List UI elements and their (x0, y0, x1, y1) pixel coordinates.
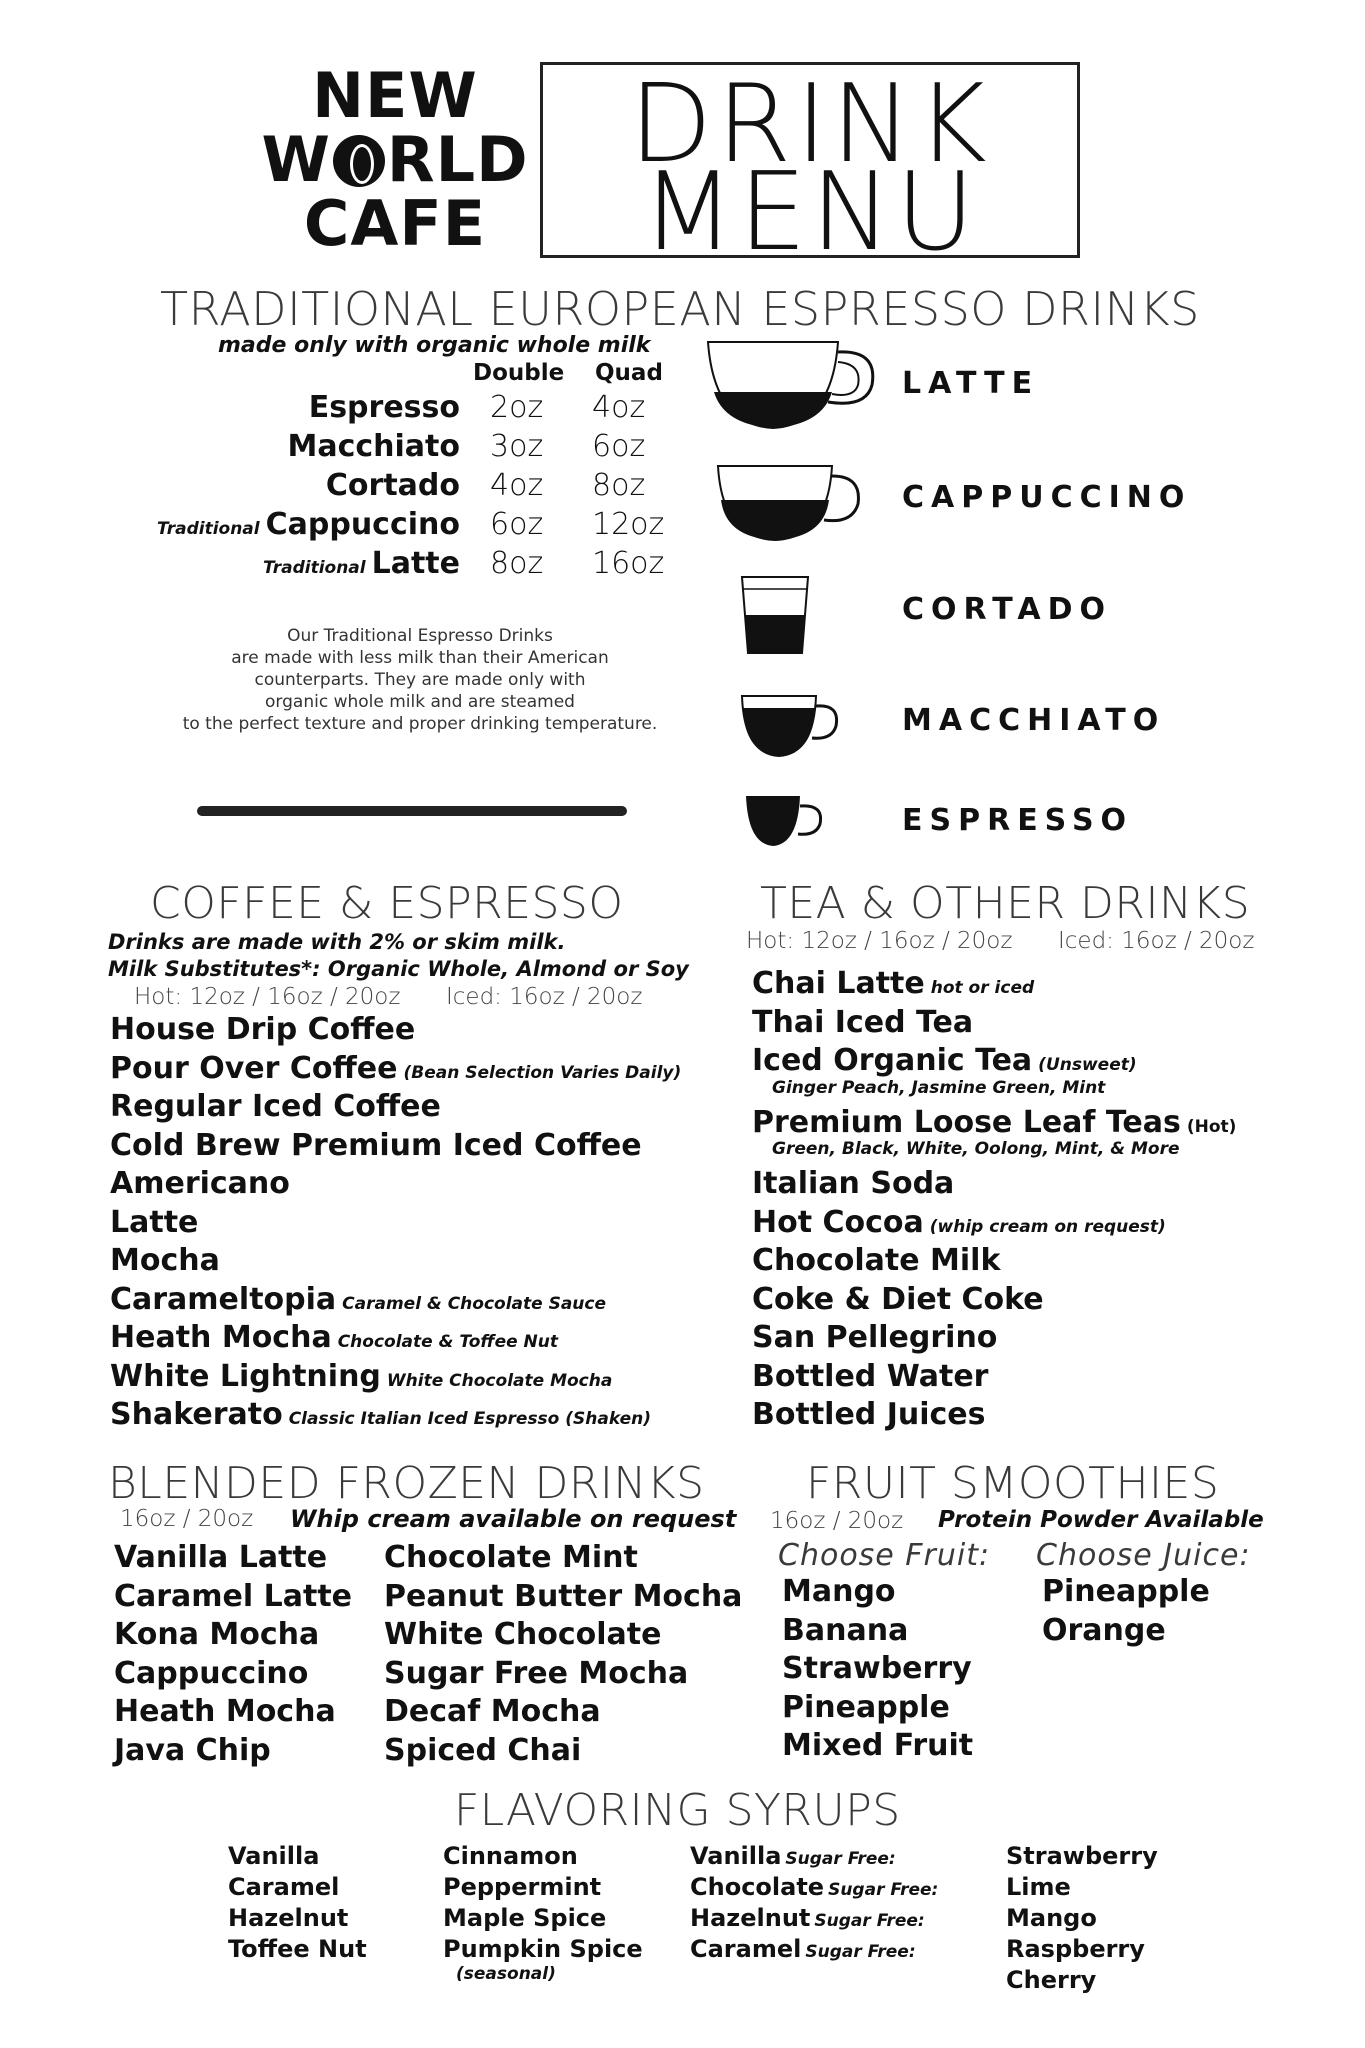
syrup-item: Caramel (228, 1873, 340, 1901)
coffee-item (110, 1012, 415, 1047)
drink-name (157, 507, 460, 542)
fruit-option: Mixed Fruit (782, 1728, 974, 1763)
item-name: Pour Over Coffee (110, 1050, 398, 1086)
macchiato-cup-icon (742, 696, 837, 756)
section-divider (197, 806, 627, 816)
item-name: House Drip Coffee (110, 1012, 416, 1047)
drink-prefix: Traditional (156, 519, 260, 539)
item-name: Heath Mocha (110, 1320, 332, 1355)
coffee-item (110, 1282, 606, 1317)
syrups-heading: FLAVORING SYRUPS (454, 1785, 901, 1836)
blended-heading: BLENDED FROZEN DRINKS (108, 1458, 705, 1509)
syrup-item (690, 1904, 925, 1932)
sugar-free-label: Sugar Free: (785, 1849, 896, 1869)
note-line: are made with less milk than their American (231, 648, 609, 668)
col-double-header: Double (473, 360, 565, 386)
cappuccino-cup-icon (718, 466, 858, 540)
item-name: Chai Latte (752, 966, 925, 1001)
tea-heading: TEA & OTHER DRINKS (760, 878, 1251, 929)
blended-item: Decaf Mocha (384, 1694, 601, 1729)
smoothies-heading: FRUIT SMOOTHIES (806, 1458, 1220, 1509)
item-name: Iced Organic Tea (752, 1043, 1033, 1078)
item-name: Thai Iced Tea (752, 1004, 974, 1040)
blended-item: Cappuccino (114, 1655, 309, 1691)
item-name: Italian Soda (752, 1166, 955, 1201)
syrup-item: Hazelnut (228, 1904, 349, 1932)
item-name: Shakerato (110, 1397, 283, 1432)
drink-label: Cortado (325, 468, 460, 503)
latte-art-leaf-icon (333, 135, 385, 187)
tea-hot-sizes: Hot: 12oz / 16oz / 20oz (746, 928, 1013, 954)
syrup-item: Raspberry (1006, 1935, 1145, 1963)
syrup-item: Toffee Nut (228, 1935, 367, 1963)
item-detail: Ginger Peach, Jasmine Green, Mint (772, 1077, 1106, 1098)
double-size: 8oz (490, 546, 544, 581)
blended-note: Whip cream available on request (290, 1505, 737, 1533)
note-line: Our Traditional Espresso Drinks (287, 626, 553, 646)
logo-w: W (261, 123, 331, 196)
choose-juice-label: Choose Juice: (1036, 1538, 1251, 1573)
drink-label: Latte (371, 546, 460, 581)
tea-iced-sizes: Iced: 16oz / 20oz (1058, 928, 1255, 954)
tea-item (752, 1243, 1000, 1278)
traditional-row (140, 468, 680, 506)
coffee-item (110, 1320, 558, 1355)
note-line: counterparts. They are made only with (254, 670, 586, 690)
item-detail: Green, Black, White, Oolong, Mint, & More (772, 1139, 1180, 1159)
coffee-item (110, 1397, 651, 1432)
col-quad-header: Quad (595, 360, 663, 386)
fruit-option: Mango (782, 1574, 896, 1609)
drink-label: Macchiato (287, 429, 460, 464)
double-size: 4oz (490, 468, 544, 503)
item-description: (whip cream on request) (929, 1216, 1166, 1237)
sugar-free-label: Sugar Free: (805, 1942, 916, 1962)
traditional-row (140, 546, 680, 584)
traditional-row (140, 390, 680, 428)
drink-prefix: Traditional (262, 558, 366, 578)
item-name: Americano (110, 1166, 290, 1201)
quad-size: 6oz (592, 429, 646, 464)
note-line: organic whole milk and are steamed (265, 692, 575, 712)
juice-option: Pineapple (1042, 1574, 1210, 1609)
quad-size: 8oz (592, 468, 646, 503)
fruit-option: Strawberry (782, 1651, 972, 1686)
cortado-glass-icon (742, 577, 808, 653)
syrup-name: Vanilla (690, 1842, 782, 1870)
traditional-row (140, 429, 680, 467)
blended-item: White Chocolate (384, 1617, 662, 1652)
item-name: Cold Brew Premium Iced Coffee (110, 1127, 642, 1163)
syrup-item: Cinnamon (443, 1842, 578, 1870)
coffee-item (110, 1051, 681, 1086)
espresso-cup-icon (746, 796, 821, 846)
item-description: Caramel & Chocolate Sauce (342, 1293, 607, 1314)
cup-label-macchiato: MACCHIATO (902, 703, 1166, 738)
quad-size: 16oz (592, 546, 665, 581)
item-name: Chocolate Milk (752, 1243, 1001, 1278)
title-line-2: MENU (641, 150, 979, 275)
blended-sizes: 16oz / 20oz (120, 1506, 254, 1532)
blended-item: Peanut Butter Mocha (384, 1578, 743, 1614)
traditional-row (140, 507, 680, 545)
blended-item: Caramel Latte (114, 1578, 353, 1614)
coffee-item (110, 1166, 290, 1201)
syrup-item: Vanilla (228, 1842, 320, 1870)
syrup-name: Caramel (690, 1935, 802, 1963)
coffee-item (110, 1243, 220, 1278)
coffee-item (110, 1205, 198, 1240)
item-description: hot or iced (930, 978, 1035, 998)
syrup-item: Maple Spice (443, 1904, 607, 1932)
coffee-note-1: Drinks are made with 2% or skim milk. (108, 930, 566, 954)
tea-item (752, 1359, 988, 1394)
item-description: (Hot) (1186, 1116, 1237, 1137)
sugar-free-label: Sugar Free: (814, 1911, 925, 1931)
quad-size: 12oz (592, 507, 665, 542)
drink-name (326, 468, 460, 503)
item-name: San Pellegrino (752, 1320, 998, 1355)
fruit-option: Banana (782, 1612, 909, 1648)
cup-label-cappuccino: CAPPUCCINO (902, 480, 1192, 515)
double-size: 6oz (490, 507, 544, 542)
coffee-heading: COFFEE & ESPRESSO (150, 878, 624, 929)
item-name: Bottled Juices (752, 1397, 986, 1432)
item-name: Coke & Diet Coke (752, 1281, 1044, 1317)
tea-item (752, 1005, 973, 1040)
choose-fruit-label: Choose Fruit: (778, 1538, 991, 1573)
item-name: Hot Cocoa (752, 1204, 924, 1240)
coffee-hot-sizes: Hot: 12oz / 16oz / 20oz (134, 984, 401, 1010)
juice-option: Orange (1042, 1612, 1166, 1648)
double-size: 3oz (490, 429, 544, 464)
quad-size: 4oz (592, 390, 646, 425)
smoothies-note: Protein Powder Available (938, 1507, 1264, 1533)
drink-name (309, 390, 460, 425)
fruit-option: Pineapple (782, 1689, 950, 1725)
syrup-item (690, 1873, 938, 1901)
coffee-item (110, 1128, 642, 1163)
tea-item (752, 1320, 997, 1355)
syrup-item: Pumpkin Spice (443, 1935, 643, 1963)
cafe-logo (250, 59, 540, 260)
note-line: to the perfect texture and proper drinking temperature. (182, 714, 658, 734)
tea-item (752, 966, 1034, 1001)
syrup-item: Cherry (1006, 1966, 1097, 1994)
blended-item: Sugar Free Mocha (384, 1655, 689, 1691)
logo-line-1: NEW (312, 59, 478, 132)
drink-name (288, 429, 461, 464)
logo-line-2 (250, 123, 540, 196)
traditional-subheading: made only with organic whole milk (218, 333, 651, 358)
item-description: Classic Italian Iced Espresso (Shaken) (288, 1409, 651, 1429)
item-description: White Chocolate Mocha (386, 1370, 613, 1391)
tea-item (752, 1282, 1044, 1317)
sugar-free-label: Sugar Free: (828, 1880, 939, 1900)
coffee-iced-sizes: Iced: 16oz / 20oz (446, 984, 643, 1010)
menu-title-box (540, 62, 1080, 275)
item-name: Carameltopia (110, 1281, 337, 1317)
tea-item (752, 1205, 1166, 1240)
seasonal-note: (seasonal) (456, 1964, 556, 1984)
blended-item: Vanilla Latte (114, 1540, 328, 1575)
cup-label-latte: LATTE (902, 366, 1040, 401)
drink-label: Cappuccino (265, 507, 460, 542)
traditional-note (160, 625, 680, 735)
blended-item: Spiced Chai (384, 1732, 582, 1768)
cup-label-espresso: ESPRESSO (902, 803, 1134, 838)
syrup-item: Strawberry (1006, 1842, 1158, 1870)
tea-item (752, 1043, 1137, 1078)
blended-item: Chocolate Mint (384, 1540, 638, 1575)
syrup-name: Hazelnut (690, 1904, 811, 1932)
blended-item: Heath Mocha (114, 1694, 336, 1729)
syrup-item: Mango (1006, 1904, 1097, 1932)
latte-cup-icon (708, 342, 873, 428)
coffee-item (110, 1089, 441, 1124)
item-description: (Unsweet) (1038, 1055, 1137, 1075)
syrup-item: Lime (1006, 1873, 1071, 1901)
syrup-item: Peppermint (443, 1873, 602, 1901)
cup-label-cortado: CORTADO (902, 592, 1113, 627)
drink-label: Espresso (308, 390, 460, 425)
syrup-item (690, 1842, 896, 1870)
item-description: (Bean Selection Varies Daily) (403, 1062, 682, 1083)
tea-item (752, 1105, 1236, 1140)
tea-item (752, 1166, 954, 1201)
traditional-heading: TRADITIONAL EUROPEAN ESPRESSO DRINKS (160, 282, 1200, 336)
item-name: Mocha (110, 1243, 220, 1278)
item-description: Chocolate & Toffee Nut (337, 1332, 559, 1352)
drink-name (263, 546, 460, 581)
blended-item: Kona Mocha (114, 1617, 320, 1652)
coffee-item (110, 1359, 612, 1394)
tea-item (752, 1397, 986, 1432)
logo-line-3: CAFE (303, 187, 487, 260)
item-name: White Lightning (110, 1358, 381, 1394)
blended-item: Java Chip (114, 1732, 271, 1768)
item-name: Premium Loose Leaf Teas (752, 1104, 1181, 1140)
title-line-1: DRINK (629, 62, 991, 187)
syrup-name: Chocolate (690, 1873, 825, 1901)
syrup-item (690, 1935, 916, 1963)
item-name: Bottled Water (752, 1358, 989, 1394)
smoothies-sizes: 16oz / 20oz (770, 1508, 904, 1534)
double-size: 2oz (490, 390, 544, 425)
logo-rld: RLD (386, 123, 529, 196)
item-name: Regular Iced Coffee (110, 1089, 441, 1124)
coffee-note-2: Milk Substitutes*: Organic Whole, Almond or Soy (108, 957, 689, 981)
item-name: Latte (110, 1204, 199, 1240)
